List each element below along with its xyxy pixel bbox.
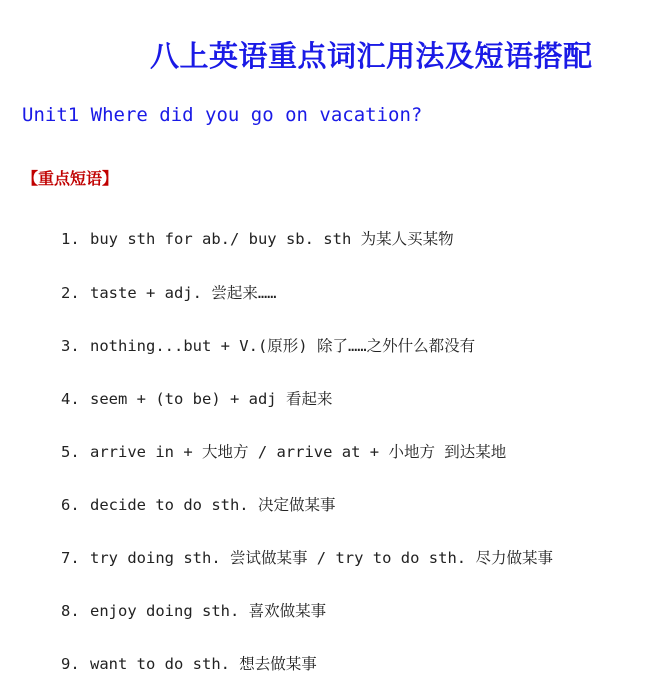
phrase-item [61, 387, 332, 411]
phrase-text: try doing sth. 尝试做某事 / try to do sth. 尽力做某事 [90, 549, 553, 567]
phrase-text: nothing...but + V.(原形) 除了……之外什么都没有 [90, 337, 476, 355]
document-title: 八上英语重点词汇用法及短语搭配 [150, 39, 593, 73]
phrase-number: 8. [61, 602, 80, 620]
phrase-item [61, 281, 276, 305]
phrase-number: 1. [61, 230, 80, 248]
phrase-text: decide to do sth. 决定做某事 [90, 496, 336, 514]
phrase-item [61, 334, 475, 358]
phrase-number: 6. [61, 496, 80, 514]
phrase-text: want to do sth. 想去做某事 [90, 655, 317, 673]
phrase-item [61, 227, 454, 251]
phrase-number: 4. [61, 390, 80, 408]
phrase-item [61, 599, 326, 623]
phrase-item [61, 493, 335, 517]
phrase-text: taste + adj. 尝起来…… [90, 284, 277, 302]
phrase-number: 3. [61, 337, 80, 355]
phrase-number: 5. [61, 443, 80, 461]
phrase-item [61, 440, 506, 464]
phrase-item [61, 546, 553, 570]
phrase-text: arrive in + 大地方 / arrive at + 小地方 到达某地 [90, 443, 507, 461]
phrase-text: seem + (to be) + adj 看起来 [90, 390, 333, 408]
phrase-text: enjoy doing sth. 喜欢做某事 [90, 602, 327, 620]
phrase-number: 9. [61, 655, 80, 673]
phrase-number: 2. [61, 284, 80, 302]
phrase-text: buy sth for ab./ buy sb. sth 为某人买某物 [90, 230, 454, 248]
section-label-key-phrases: 【重点短语】 [22, 169, 119, 188]
phrase-item [61, 652, 317, 676]
unit-heading: Unit1 Where did you go on vacation? [22, 104, 423, 126]
phrase-number: 7. [61, 549, 80, 567]
